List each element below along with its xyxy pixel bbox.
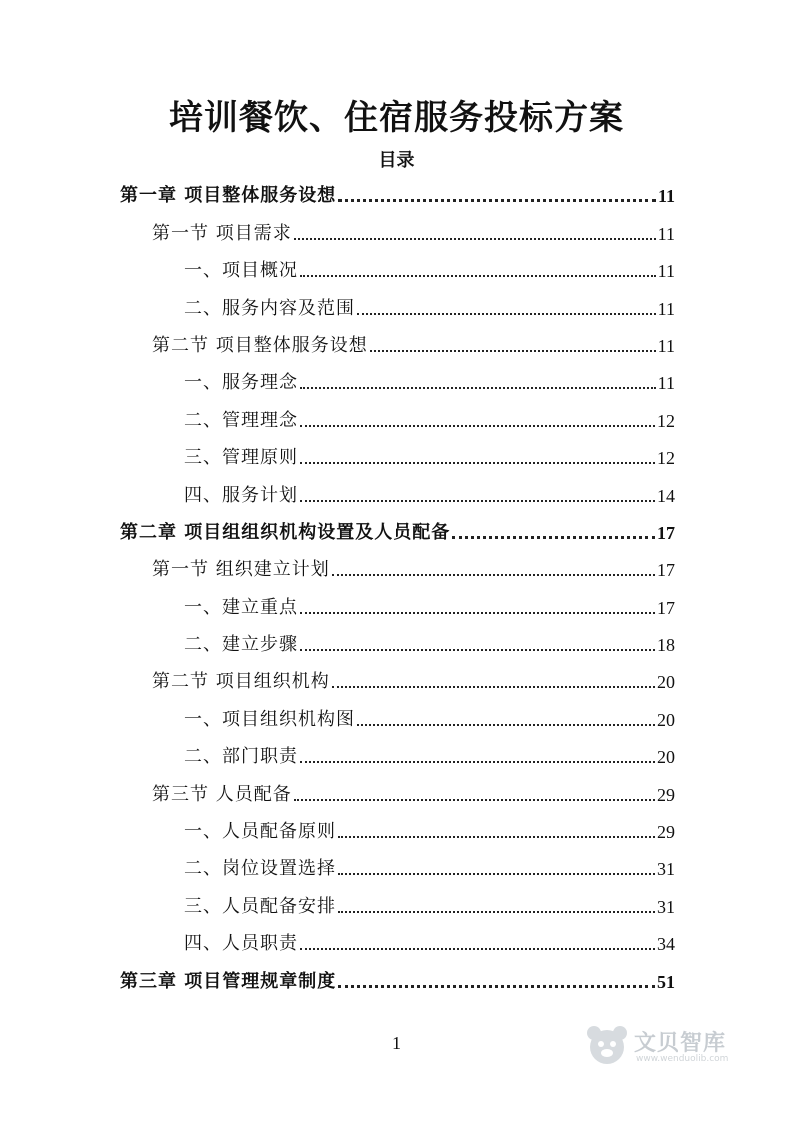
toc-entry[interactable] xyxy=(120,400,675,437)
toc-entry-page: 17 xyxy=(657,560,675,581)
toc-entry-title: 二、岗位设置选择 xyxy=(184,858,336,880)
dot-leader xyxy=(300,275,656,277)
toc-entry[interactable] xyxy=(120,475,675,512)
toc-entry-title: 第三节 人员配备 xyxy=(152,783,292,805)
toc-entry-title: 第二章 项目组组织机构设置及人员配备 xyxy=(120,521,451,543)
bear-head-logo-icon xyxy=(584,1022,630,1068)
toc-entry[interactable] xyxy=(120,924,675,961)
dot-leader xyxy=(338,911,655,913)
dot-leader xyxy=(294,799,655,801)
toc-entry[interactable] xyxy=(120,213,675,250)
toc-entry[interactable] xyxy=(120,326,675,363)
dot-leader xyxy=(357,724,655,726)
toc-entry[interactable] xyxy=(120,438,675,475)
table-of-contents xyxy=(120,176,675,999)
toc-entry-page: 11 xyxy=(657,373,675,394)
toc-entry-page: 17 xyxy=(657,597,675,618)
toc-entry-page: 18 xyxy=(657,635,675,656)
toc-entry-page: 11 xyxy=(657,186,675,207)
toc-entry-page: 11 xyxy=(657,223,675,244)
toc-entry[interactable] xyxy=(120,288,675,325)
toc-entry-title: 第二节 项目整体服务设想 xyxy=(152,334,368,356)
dot-leader xyxy=(300,462,655,464)
dot-leader xyxy=(338,836,655,838)
toc-entry[interactable] xyxy=(120,513,675,550)
toc-entry-title: 二、管理理念 xyxy=(184,409,298,431)
toc-entry-title: 四、服务计划 xyxy=(184,484,298,506)
toc-entry-title: 三、人员配备安排 xyxy=(184,895,336,917)
dot-leader xyxy=(332,574,655,576)
dot-leader xyxy=(452,536,655,539)
toc-entry-title: 第一章 项目整体服务设想 xyxy=(120,185,337,207)
toc-heading: 目录 xyxy=(378,150,415,171)
toc-entry[interactable] xyxy=(120,176,675,213)
dot-leader xyxy=(338,985,655,988)
dot-leader xyxy=(338,873,655,875)
toc-entry-title: 二、建立步骤 xyxy=(184,634,298,656)
toc-entry-title: 三、管理原则 xyxy=(184,447,298,469)
dot-leader xyxy=(300,500,655,502)
toc-entry-page: 12 xyxy=(657,410,675,431)
toc-entry-title: 第一节 组织建立计划 xyxy=(152,559,330,581)
toc-entry-title: 第一节 项目需求 xyxy=(152,222,292,244)
toc-entry-title: 二、服务内容及范围 xyxy=(184,297,355,319)
toc-entry-title: 一、人员配备原则 xyxy=(184,821,336,843)
toc-entry-page: 31 xyxy=(657,896,675,917)
toc-entry-page: 20 xyxy=(657,709,675,730)
toc-entry[interactable] xyxy=(120,812,675,849)
toc-entry-page: 14 xyxy=(657,485,675,506)
toc-entry[interactable] xyxy=(120,699,675,736)
dot-leader xyxy=(300,612,655,614)
toc-entry-page: 11 xyxy=(657,335,675,356)
toc-entry[interactable] xyxy=(120,886,675,923)
toc-entry-title: 第二节 项目组织机构 xyxy=(152,671,330,693)
toc-entry[interactable] xyxy=(120,251,675,288)
toc-entry-title: 一、建立重点 xyxy=(184,596,298,618)
dot-leader xyxy=(300,387,656,389)
toc-entry-page: 17 xyxy=(657,522,675,543)
page-number: 1 xyxy=(392,1033,401,1053)
watermark xyxy=(584,1018,754,1078)
toc-entry-page: 20 xyxy=(657,672,675,693)
dot-leader xyxy=(300,649,655,651)
toc-entry-page: 20 xyxy=(657,747,675,768)
dot-leader xyxy=(300,425,655,427)
watermark-name: 文贝智库 xyxy=(634,1031,727,1056)
toc-entry-page: 11 xyxy=(657,298,675,319)
toc-entry[interactable] xyxy=(120,363,675,400)
toc-entry[interactable] xyxy=(120,961,675,998)
toc-entry-title: 一、项目组织机构图 xyxy=(184,708,355,730)
watermark-url: www.wenduolib.com xyxy=(636,1054,729,1064)
toc-entry-page: 51 xyxy=(657,971,675,992)
dot-leader xyxy=(300,948,655,950)
toc-entry-page: 11 xyxy=(657,261,675,282)
dot-leader xyxy=(294,238,656,240)
dot-leader xyxy=(300,761,655,763)
toc-entry-title: 一、项目概况 xyxy=(184,260,298,282)
toc-entry-page: 31 xyxy=(657,859,675,880)
dot-leader xyxy=(338,199,656,202)
toc-entry-title: 二、部门职责 xyxy=(184,746,298,768)
toc-entry[interactable] xyxy=(120,849,675,886)
toc-entry[interactable] xyxy=(120,550,675,587)
toc-entry-page: 34 xyxy=(657,934,675,955)
dot-leader xyxy=(332,686,655,688)
toc-entry-title: 一、服务理念 xyxy=(184,372,298,394)
toc-entry[interactable] xyxy=(120,737,675,774)
toc-entry-title: 第三章 项目管理规章制度 xyxy=(120,970,337,992)
toc-entry[interactable] xyxy=(120,625,675,662)
dot-leader xyxy=(370,350,656,352)
dot-leader xyxy=(357,313,656,315)
toc-entry-page: 12 xyxy=(657,448,675,469)
toc-entry-page: 29 xyxy=(657,784,675,805)
toc-entry[interactable] xyxy=(120,662,675,699)
toc-entry[interactable] xyxy=(120,587,675,624)
toc-entry-page: 29 xyxy=(657,822,675,843)
document-title: 培训餐饮、住宿服务投标方案 xyxy=(169,98,624,138)
toc-entry-title: 四、人员职责 xyxy=(184,933,298,955)
toc-entry[interactable] xyxy=(120,774,675,811)
